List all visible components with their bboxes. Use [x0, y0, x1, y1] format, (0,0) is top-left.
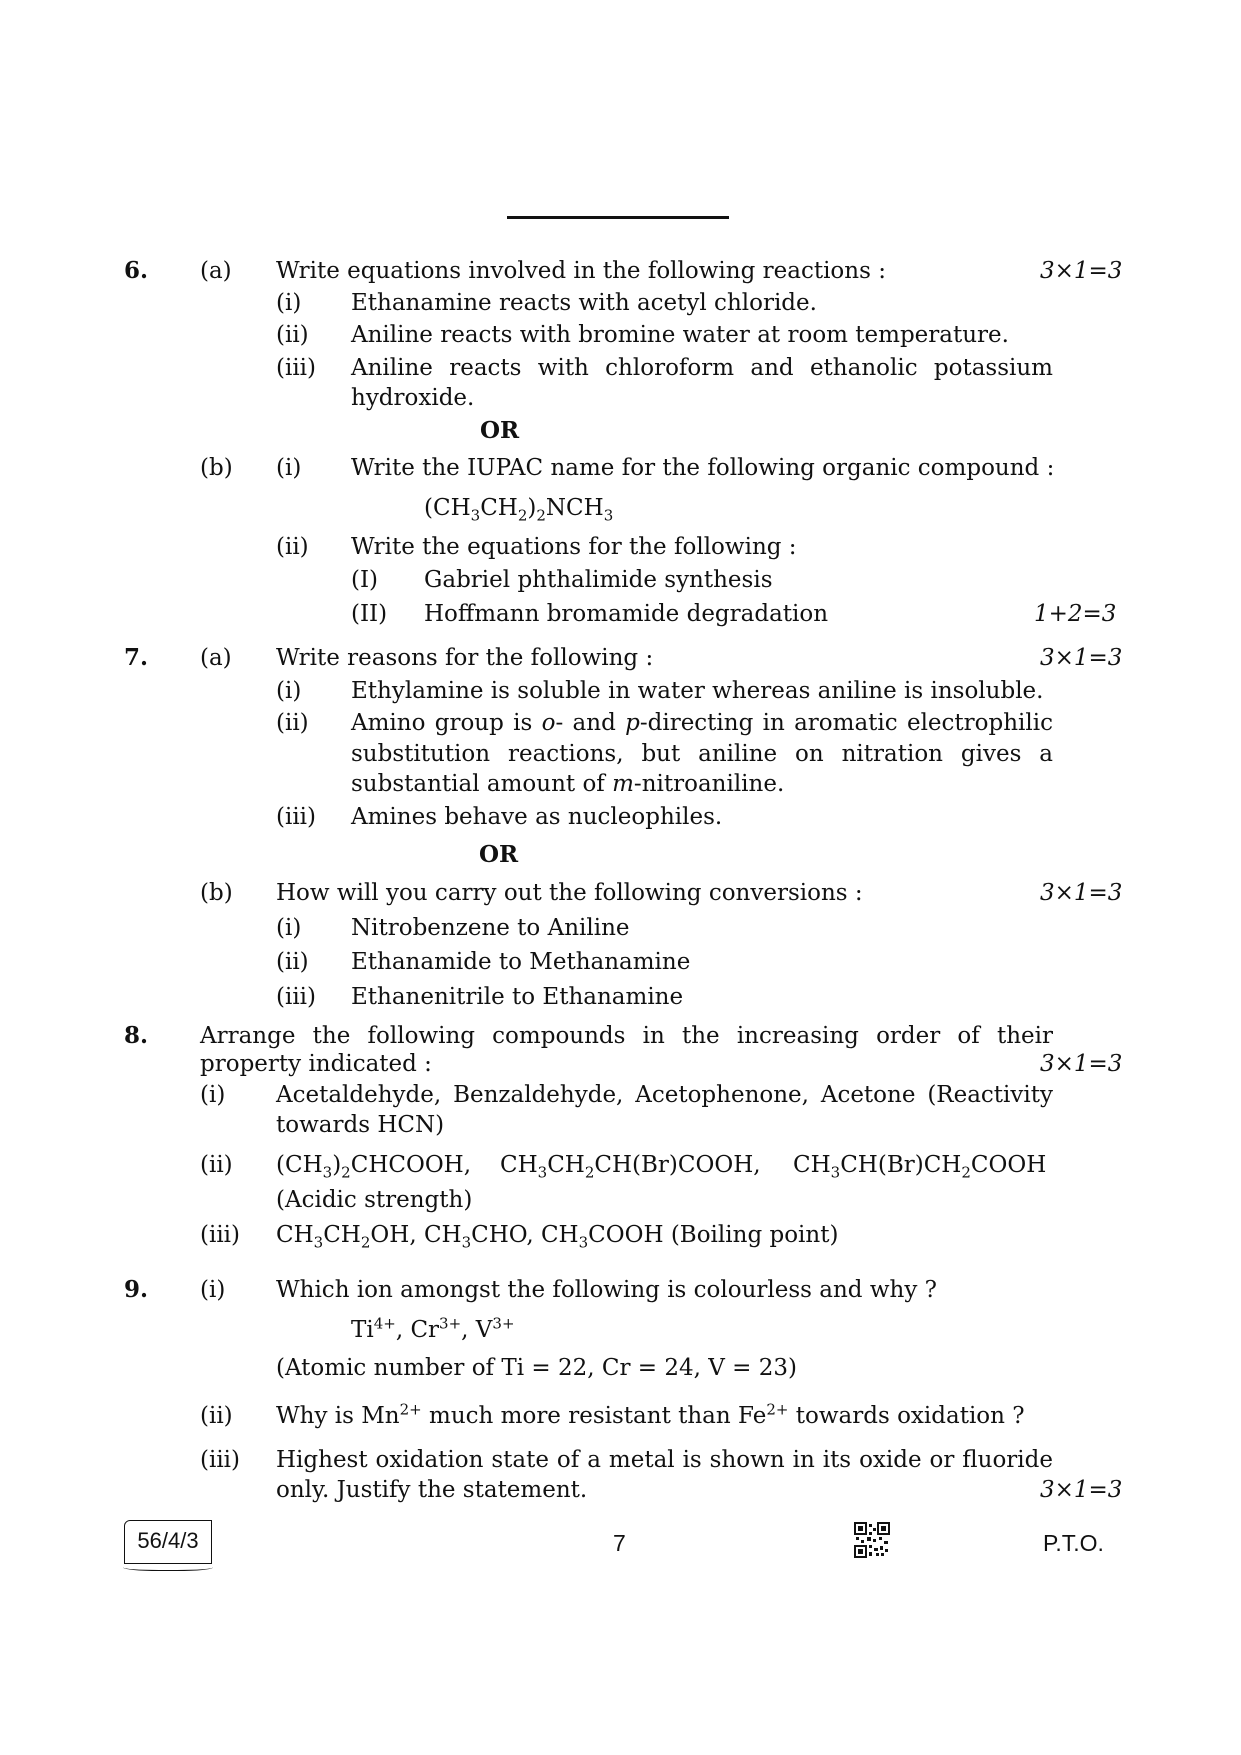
q6b-ii-II-text: Hoffmann bromamide degradation — [424, 601, 829, 627]
q7a-text: Write reasons for the following : — [276, 645, 654, 671]
q9-marks: 3×1=3 — [1040, 1477, 1123, 1503]
q9-iii-line1: Highest oxidation state of a metal is shown in its oxide or fluoride — [276, 1447, 1053, 1473]
q7b-i-label: (i) — [276, 915, 302, 941]
q6a-iii-line2: hydroxide. — [351, 385, 475, 411]
q7b-iii-label: (iii) — [276, 984, 317, 1010]
q6a-marks: 3×1=3 — [1040, 258, 1123, 284]
q7-or: OR — [479, 841, 519, 868]
q7a-i-text: Ethylamine is soluble in water whereas aniline is insoluble. — [351, 678, 1044, 704]
q6a-text: Write equations involved in the following reactions : — [276, 258, 886, 284]
q7b-i-text: Nitrobenzene to Aniline — [351, 915, 630, 941]
q7-number: 7. — [124, 644, 149, 671]
q6a-iii-label: (iii) — [276, 355, 317, 381]
q7a-ii-line3: substantial amount of m-nitroaniline. — [351, 771, 785, 797]
q6b-ii-I-text: Gabriel phthalimide synthesis — [424, 567, 773, 593]
q7b-label: (b) — [200, 880, 233, 906]
q9-number: 9. — [124, 1276, 149, 1303]
q9-i-ions: $Ti^{4+}$, $Cr^{3+}$, $V^{3+}$ — [351, 1314, 515, 1343]
q9-i-atomic: (Atomic number of Ti = 22, Cr = 24, V = 23) — [276, 1355, 797, 1381]
qr-code-icon — [854, 1522, 890, 1558]
q8-i-label: (i) — [200, 1082, 226, 1108]
top-divider — [507, 216, 729, 219]
q7a-label: (a) — [200, 645, 232, 671]
q6b-marks: 1+2=3 — [1034, 601, 1117, 627]
q7b-ii-label: (ii) — [276, 949, 309, 975]
paper-code-badge: 56/4/3 — [124, 1520, 212, 1564]
q8-line2: property indicated : — [200, 1051, 432, 1077]
q6b-i-label: (i) — [276, 455, 302, 481]
q7b-marks: 3×1=3 — [1040, 880, 1123, 906]
q9-i-label: (i) — [200, 1277, 226, 1303]
q8-line1: Arrange the following compounds in the increasing order of their — [200, 1023, 1053, 1049]
q6b-ii-II-label: (II) — [351, 601, 388, 627]
q7a-ii-line2: substitution reactions, but aniline on nitration gives a — [351, 741, 1053, 767]
q7b-ii-text: Ethanamide to Methanamine — [351, 949, 691, 975]
q7b-text: How will you carry out the following conversions : — [276, 880, 863, 906]
q8-i-line2: towards HCN) — [276, 1112, 445, 1138]
q6b-ii-text: Write the equations for the following : — [351, 534, 797, 560]
q8-iii-text: $CH_3CH_2OH$, $CH_3CHO$, $CH_3COOH$ (Boiling point) — [276, 1222, 839, 1252]
q7a-iii-label: (iii) — [276, 804, 317, 830]
q9-ii-text: Why is $Mn^{2+}$ much more resistant than $Fe^{2+}$ towards oxidation ? — [276, 1400, 1025, 1429]
q6a-i-text: Ethanamine reacts with acetyl chloride. — [351, 290, 817, 316]
q8-number: 8. — [124, 1022, 149, 1049]
page-number: 7 — [613, 1530, 626, 1556]
q6-number: 6. — [124, 257, 149, 284]
q7a-marks: 3×1=3 — [1040, 645, 1123, 671]
q8-ii-compound2: $CH_3CH_2CH(Br)COOH$, — [500, 1152, 761, 1182]
q6b-formula: $(CH_3CH_2)_2NCH_3$ — [424, 495, 614, 525]
q8-marks: 3×1=3 — [1040, 1051, 1123, 1077]
q7b-iii-text: Ethanenitrile to Ethanamine — [351, 984, 684, 1010]
q8-iii-label: (iii) — [200, 1222, 241, 1248]
q6b-i-text: Write the IUPAC name for the following organic compound : — [351, 455, 1055, 481]
q8-ii-compound1: $(CH_3)_2CHCOOH$, — [276, 1152, 472, 1182]
q6a-label: (a) — [200, 258, 232, 284]
q9-iii-label: (iii) — [200, 1447, 241, 1473]
q6b-label: (b) — [200, 455, 233, 481]
q6a-ii-label: (ii) — [276, 322, 309, 348]
q6a-ii-text: Aniline reacts with bromine water at room temperature. — [351, 322, 1009, 348]
q6-or: OR — [480, 417, 520, 444]
q9-ii-label: (ii) — [200, 1403, 233, 1429]
q8-ii-compound3: $CH_3CH(Br)CH_2COOH$ — [793, 1152, 1047, 1182]
q9-i-text: Which ion amongst the following is colourless and why ? — [276, 1277, 937, 1303]
q6b-ii-I-label: (I) — [351, 567, 379, 593]
pto-label: P.T.O. — [1043, 1530, 1104, 1556]
q6b-ii-label: (ii) — [276, 534, 309, 560]
q8-ii-label: (ii) — [200, 1152, 233, 1178]
q7a-ii-line1: Amino group is o- and p-directing in aromatic electrophilic — [351, 710, 1053, 736]
q9-iii-line2: only. Justify the statement. — [276, 1477, 588, 1503]
q7a-iii-text: Amines behave as nucleophiles. — [351, 804, 723, 830]
q7a-i-label: (i) — [276, 678, 302, 704]
q8-i-line1: Acetaldehyde, Benzaldehyde, Acetophenone, Acetone (Reactivity — [276, 1082, 1053, 1108]
q6a-iii-line1: Aniline reacts with chloroform and ethanolic potassium — [351, 355, 1053, 381]
q6a-i-label: (i) — [276, 290, 302, 316]
q7a-ii-label: (ii) — [276, 710, 309, 736]
q8-ii-line2: (Acidic strength) — [276, 1187, 473, 1213]
